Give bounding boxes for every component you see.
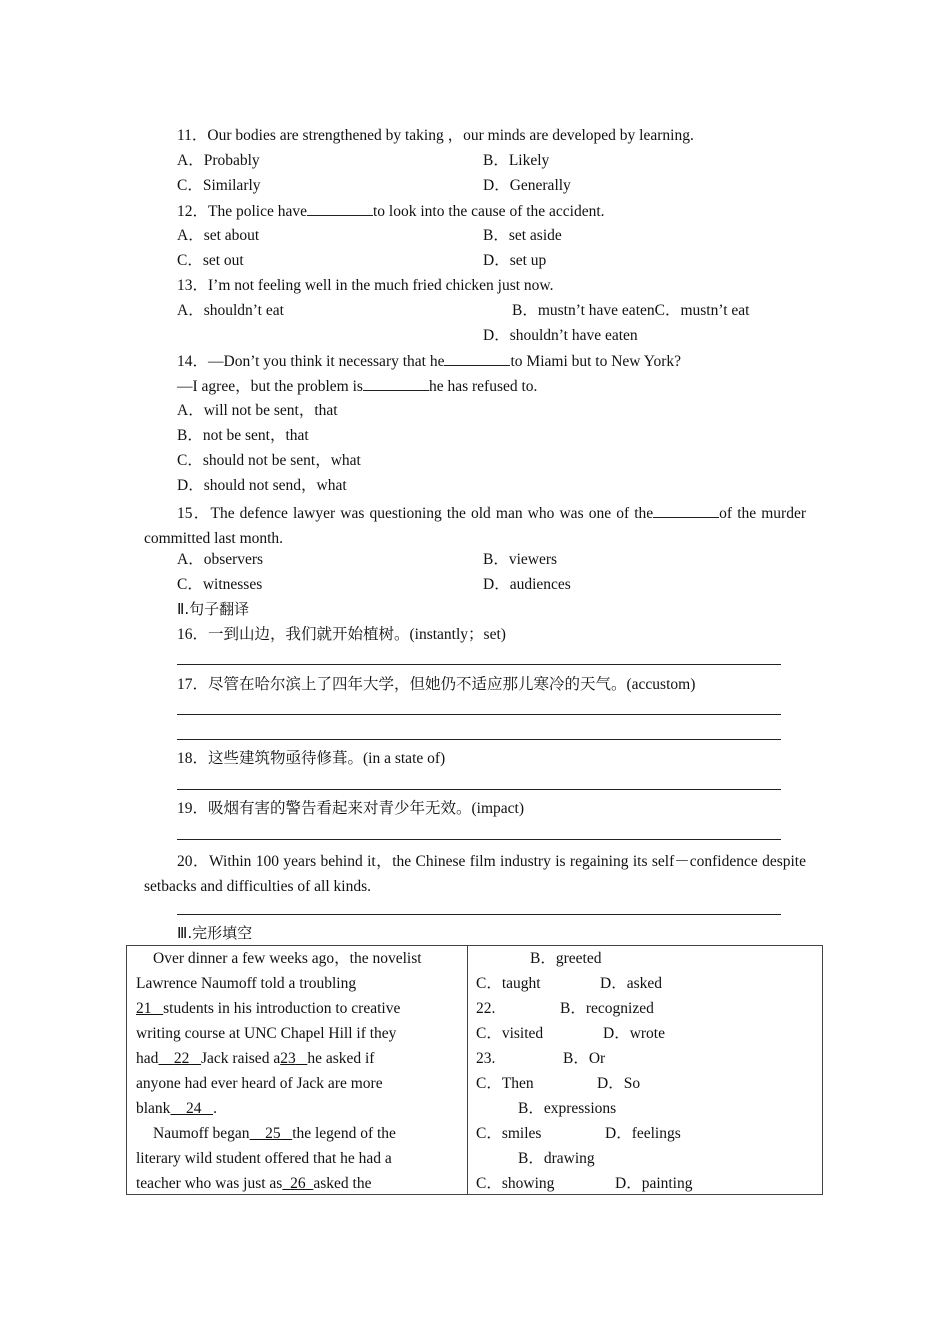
q14-option-c: C．should not be sent，what [177, 452, 361, 469]
answer-blank [307, 201, 373, 216]
cloze-option: D．asked [600, 975, 662, 992]
blank-number: 26 [290, 1175, 306, 1192]
passage-line: Lawrence Naumoff told a troubling [136, 975, 357, 992]
q11-option-b: B．Likely [483, 152, 550, 169]
answer-line[interactable] [177, 714, 781, 715]
cloze-option: B．recognized [560, 1000, 654, 1017]
answer-blank [444, 351, 510, 366]
cloze-option: C．smiles [476, 1125, 542, 1142]
q11-stem: 11．Our bodies are strengthened by taking ，our minds are developed by learning. [177, 127, 694, 144]
answer-line[interactable] [177, 789, 781, 790]
q13-option-a: A．shouldn’t eat [177, 302, 284, 319]
blank-number: 24 [185, 1100, 202, 1117]
passage-line: writing course at UNC Chapel Hill if they [136, 1025, 397, 1042]
cloze-option: B．Or [563, 1050, 606, 1067]
q14-option-d: D．should not send，what [177, 477, 347, 494]
answer-line[interactable] [177, 839, 781, 840]
passage-line: had 22 Jack raised a23 he asked if [136, 1050, 375, 1067]
cloze-options-cell [468, 946, 823, 1195]
cloze-option: B．greeted [530, 950, 602, 967]
blank-number: 25 [265, 1125, 281, 1142]
answer-blank [653, 503, 719, 518]
q12-option-b: B．set aside [483, 227, 562, 244]
q12-stem: 12．The police have to look into the cause of the accident. [177, 203, 605, 220]
cloze-question-number: 23. [476, 1050, 496, 1067]
cloze-question-number: 22. [476, 1000, 496, 1017]
q15-stem: 15．The defence lawyer was questioning the old man who was one of the of the murder committed last month. [144, 505, 807, 547]
passage-line: anyone had ever heard of Jack are more [136, 1075, 383, 1092]
cloze-option: D．wrote [603, 1025, 665, 1042]
q11-option-d: D．Generally [483, 177, 571, 194]
section-2-title: Ⅱ.句子翻译 [177, 600, 250, 618]
answer-line[interactable] [177, 914, 781, 915]
q11-option-c: C．Similarly [177, 177, 261, 194]
q13-option-d: D．shouldn’t have eaten [483, 327, 638, 344]
section-3-title: Ⅲ.完形填空 [177, 924, 253, 942]
passage-line: teacher who was just as 26 asked the [136, 1175, 372, 1192]
cloze-passage-cell [127, 946, 468, 1195]
q12-option-c: C．set out [177, 252, 244, 269]
answer-line[interactable] [177, 739, 781, 740]
q12-option-a: A．set about [177, 227, 260, 244]
q14-option-b: B．not be sent，that [177, 427, 309, 444]
q18-prompt: 18．这些建筑物亟待修葺。(in a state of) [177, 750, 446, 767]
q14-option-a: A．will not be sent，that [177, 402, 338, 419]
passage-line: 21 students in his introduction to creative [136, 1000, 401, 1017]
q13-stem: 13．I’m not feeling well in the much fried chicken just now. [177, 277, 554, 294]
blank-number: 21 [136, 1000, 152, 1017]
passage-line: Over dinner a few weeks ago，the novelist [153, 950, 422, 967]
answer-blank [363, 376, 429, 391]
cloze-option: B．drawing [518, 1150, 595, 1167]
q16-prompt: 16．一到山边，我们就开始植树。(instantly；set) [177, 626, 506, 643]
passage-line: Naumoff began 25 the legend of the [153, 1125, 396, 1142]
cloze-table [126, 945, 823, 1195]
cloze-option: C．visited [476, 1025, 544, 1042]
cloze-option: C．showing [476, 1175, 555, 1192]
q12-option-d: D．set up [483, 252, 547, 269]
q19-prompt: 19．吸烟有害的警告看起来对青少年无效。(impact) [177, 800, 525, 817]
blank-number: 23 [280, 1050, 296, 1067]
q15-option-a: A．observers [177, 551, 264, 568]
answer-line[interactable] [177, 664, 781, 665]
q15-option-d: D．audiences [483, 576, 571, 593]
q14-line1: 14．—Don’t you think it necessary that he to Miami but to New York? [177, 353, 681, 370]
q11-option-a: A．Probably [177, 152, 260, 169]
cloze-option: D．painting [615, 1175, 693, 1192]
passage-line: literary wild student offered that he had a [136, 1150, 392, 1167]
cloze-option: C．Then [476, 1075, 534, 1092]
q15-option-b: B．viewers [483, 551, 558, 568]
blank-number: 22 [173, 1050, 190, 1067]
q15-option-c: C．witnesses [177, 576, 263, 593]
q13-option-bc: B．mustn’t have eatenC．mustn’t eat [512, 302, 750, 319]
passage-line: blank 24 . [136, 1100, 217, 1117]
cloze-option: D．feelings [605, 1125, 681, 1142]
cloze-option: B．expressions [518, 1100, 617, 1117]
q20-prompt: 20．Within 100 years behind it，the Chinese film industry is regaining its self－confidence despite setbacks and difficulties of all kinds. [144, 853, 806, 895]
cloze-option: C．taught [476, 975, 541, 992]
cloze-option: D．So [597, 1075, 641, 1092]
q14-line2: —I agree，but the problem is he has refused to. [177, 378, 538, 395]
q17-prompt: 17．尽管在哈尔滨上了四年大学，但她仍不适应那儿寒冷的天气。(accustom) [177, 676, 696, 693]
